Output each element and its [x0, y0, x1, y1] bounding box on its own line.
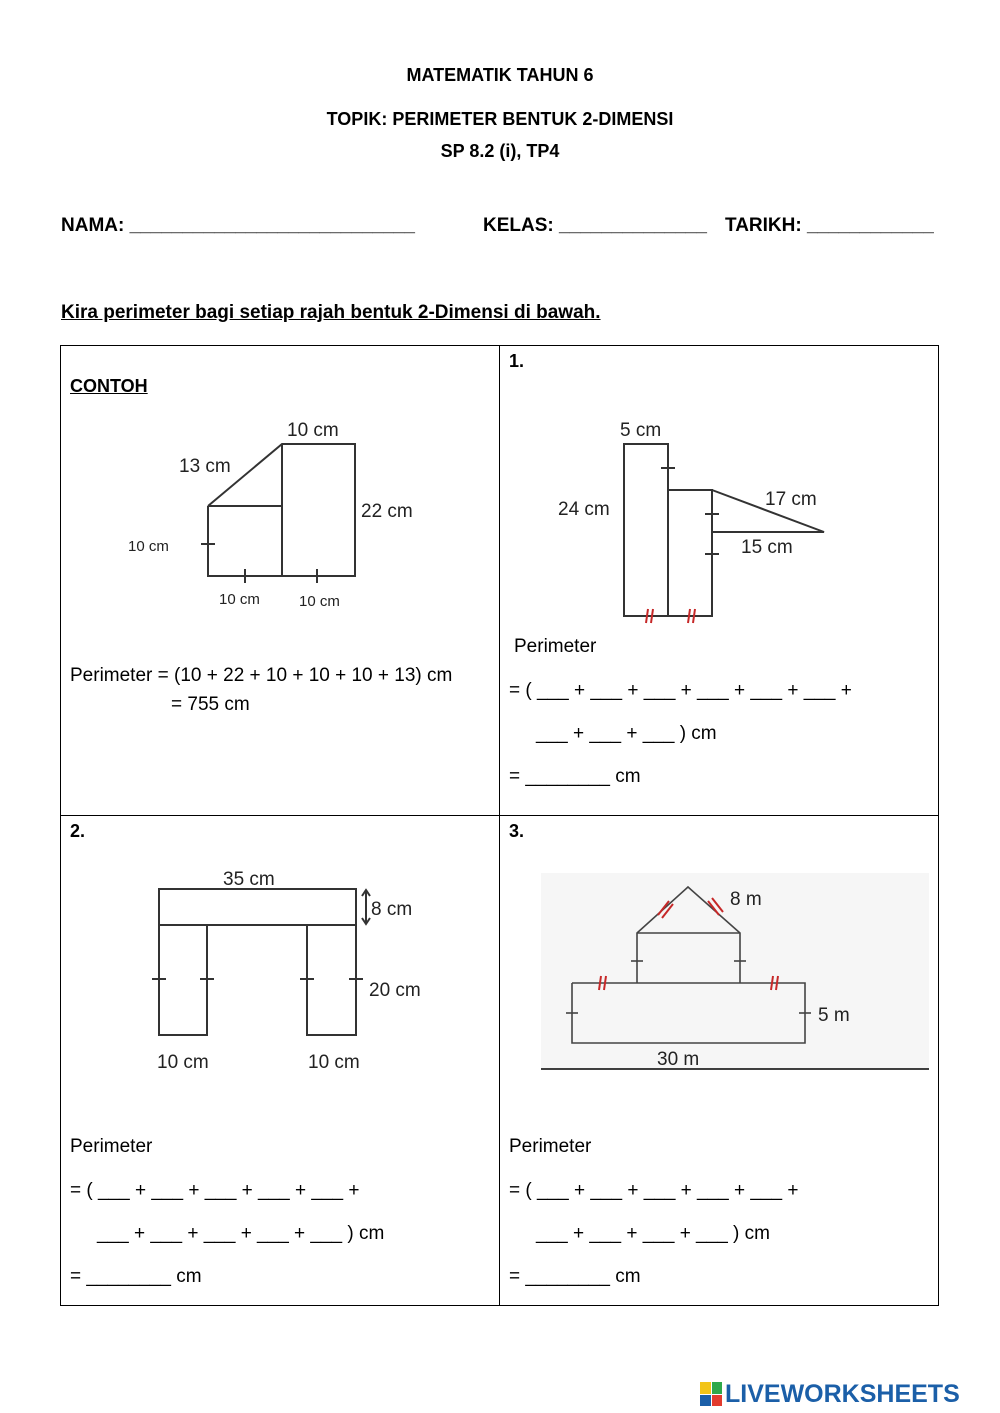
example-dim-right: 22 cm — [361, 501, 413, 522]
q1-dim-top: 5 cm — [620, 420, 662, 441]
q3-dim-roof: 8 m — [730, 889, 762, 910]
q3-answer[interactable]: = ________ cm — [509, 1266, 641, 1287]
example-figure — [61, 406, 499, 676]
q2-answer[interactable]: = ________ cm — [70, 1266, 202, 1287]
example-dim-bottom-left: 10 cm — [219, 591, 260, 608]
kelas-field[interactable]: KELAS: ______________ — [483, 215, 707, 236]
question-3-figure — [500, 851, 938, 1111]
example-cell — [61, 346, 500, 816]
q2-dim-leg: 20 cm — [369, 980, 421, 1001]
question-2-cell — [61, 816, 500, 1306]
tarikh-field[interactable]: TARIKH: ____________ — [725, 215, 934, 236]
example-dim-left: 10 cm — [128, 538, 169, 555]
question-1-number: 1. — [509, 351, 525, 371]
q1-dim-height: 24 cm — [558, 499, 610, 520]
q2-dim-bar: 8 cm — [371, 899, 413, 920]
q1-line1[interactable]: = ( ___ + ___ + ___ + ___ + ___ + ___ + — [509, 680, 852, 701]
q2-dim-top: 35 cm — [223, 869, 275, 890]
question-3-number: 3. — [509, 821, 525, 841]
example-dim-slant: 13 cm — [179, 456, 231, 477]
worksheet-standard: SP 8.2 (i), TP4 — [440, 141, 560, 161]
question-2-figure — [61, 851, 499, 1111]
q3-line1[interactable]: = ( ___ + ___ + ___ + ___ + ___ + — [509, 1180, 799, 1201]
q1-dim-hyp: 17 cm — [765, 489, 817, 510]
example-dim-top: 10 cm — [287, 420, 339, 441]
example-label: CONTOH — [70, 376, 148, 396]
q2-line1[interactable]: = ( ___ + ___ + ___ + ___ + ___ + — [70, 1180, 360, 1201]
question-1-cell — [500, 346, 939, 816]
q1-perimeter-label: Perimeter — [514, 636, 597, 657]
q3-line2[interactable]: ___ + ___ + ___ + ___ ) cm — [536, 1223, 770, 1244]
worksheet-topic: TOPIK: PERIMETER BENTUK 2-DIMENSI — [326, 109, 674, 129]
question-2-number: 2. — [70, 821, 86, 841]
instruction: Kira perimeter bagi setiap rajah bentuk 2-Dimensi di bawah. — [61, 302, 601, 323]
logo-text: LIVEWORKSHEETS — [725, 1379, 960, 1408]
q1-answer[interactable]: = ________ cm — [509, 766, 641, 787]
q2-line2[interactable]: ___ + ___ + ___ + ___ + ___ ) cm — [97, 1223, 385, 1244]
liveworksheets-logo — [700, 1380, 960, 1408]
example-result: = 755 cm — [171, 694, 250, 715]
example-working: Perimeter = (10 + 22 + 10 + 10 + 10 + 13) cm — [70, 665, 453, 686]
q2-dim-leg-right: 10 cm — [308, 1052, 360, 1073]
question-grid — [60, 345, 939, 1306]
q3-dim-side: 5 m — [818, 1005, 850, 1026]
question-3-cell — [500, 816, 939, 1306]
logo-icon — [700, 1382, 722, 1406]
question-1-figure — [500, 406, 938, 666]
q3-perimeter-label: Perimeter — [509, 1136, 592, 1157]
q1-dim-base: 15 cm — [741, 537, 793, 558]
q3-dim-base: 30 m — [657, 1049, 700, 1070]
q2-dim-leg-left: 10 cm — [157, 1052, 209, 1073]
nama-field[interactable]: NAMA: ___________________________ — [61, 215, 415, 236]
q2-perimeter-label: Perimeter — [70, 1136, 153, 1157]
q1-line2[interactable]: ___ + ___ + ___ ) cm — [536, 723, 717, 744]
worksheet-title: MATEMATIK TAHUN 6 — [406, 65, 594, 85]
example-dim-bottom-right: 10 cm — [299, 593, 340, 610]
